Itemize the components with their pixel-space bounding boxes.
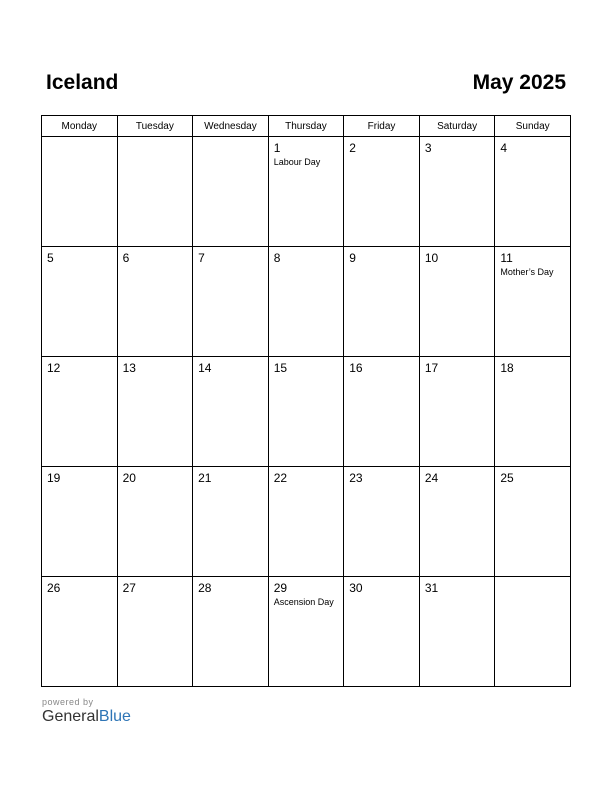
- day-cell: [419, 137, 495, 247]
- day-cell: [42, 137, 118, 247]
- day-cell: [117, 467, 193, 577]
- day-cell: [268, 137, 344, 247]
- day-number: 9: [349, 251, 356, 265]
- week-row: [42, 247, 571, 357]
- day-number: 20: [122, 471, 136, 485]
- day-number: 11: [500, 251, 513, 265]
- day-cell: [268, 357, 344, 467]
- day-number: 12: [47, 361, 61, 375]
- weekday-header: Tuesday: [117, 116, 193, 137]
- weekday-header: Thursday: [268, 116, 344, 137]
- day-cell: [495, 247, 571, 357]
- calendar-grid: [41, 115, 571, 687]
- day-cell: [419, 577, 495, 687]
- day-cell: [268, 247, 344, 357]
- day-number: 31: [424, 581, 439, 595]
- day-cell: [193, 137, 269, 247]
- day-cell: [344, 357, 420, 467]
- week-row: [42, 357, 571, 467]
- day-number: 7: [198, 251, 205, 265]
- day-number: 3: [424, 141, 432, 155]
- brand-logo: [42, 708, 131, 726]
- day-cell: [42, 467, 118, 577]
- day-number: 27: [122, 581, 136, 595]
- day-cell: [117, 577, 193, 687]
- holiday-label: Ascension Day: [273, 597, 334, 607]
- day-number: 29: [273, 581, 288, 595]
- holiday-label: Mother’s Day: [500, 267, 554, 277]
- holiday-label: Labour Day: [273, 157, 321, 167]
- weekday-header-row: [42, 116, 571, 137]
- day-number: 28: [198, 581, 212, 595]
- weekday-header: Sunday: [495, 116, 571, 137]
- weekday-header: Monday: [42, 116, 118, 137]
- day-cell: [495, 137, 571, 247]
- day-number: 15: [273, 361, 288, 375]
- day-cell: [495, 357, 571, 467]
- day-cell: [495, 467, 571, 577]
- weekday-header: Friday: [344, 116, 420, 137]
- week-row: [42, 137, 571, 247]
- weekday-header: Saturday: [419, 116, 495, 137]
- day-cell: [117, 137, 193, 247]
- day-number: 5: [47, 251, 54, 265]
- day-number: 8: [273, 251, 281, 265]
- day-cell: [344, 247, 420, 357]
- day-number: 24: [424, 471, 439, 485]
- day-cell: [268, 467, 344, 577]
- day-number: 14: [198, 361, 212, 375]
- day-number: 4: [500, 141, 508, 155]
- day-cell: [193, 247, 269, 357]
- brand-text-blue: Blue: [98, 708, 131, 725]
- day-number: 26: [47, 581, 61, 595]
- day-cell: [419, 467, 495, 577]
- day-cell: [495, 577, 571, 687]
- day-cell: [193, 467, 269, 577]
- day-number: 25: [500, 471, 514, 485]
- day-cell: [344, 467, 420, 577]
- footer-branding: [42, 697, 131, 726]
- day-number: 19: [47, 471, 61, 485]
- day-number: 16: [349, 361, 363, 375]
- day-number: 22: [273, 471, 288, 485]
- weekday-header: Wednesday: [193, 116, 269, 137]
- day-cell: [193, 577, 269, 687]
- day-number: 23: [349, 471, 363, 485]
- day-cell: [419, 357, 495, 467]
- brand-text-general: General: [42, 708, 99, 725]
- day-number: 1: [273, 141, 281, 155]
- day-cell: [344, 577, 420, 687]
- day-cell: [117, 247, 193, 357]
- day-cell: [419, 247, 495, 357]
- day-cell: [268, 577, 344, 687]
- day-number: 2: [349, 141, 356, 155]
- day-number: 17: [424, 361, 439, 375]
- day-cell: [117, 357, 193, 467]
- day-number: 13: [122, 361, 136, 375]
- day-number: 10: [424, 251, 439, 265]
- day-number: 21: [198, 471, 212, 485]
- day-cell: [42, 577, 118, 687]
- week-row: [42, 577, 571, 687]
- day-cell: [344, 137, 420, 247]
- day-cell: [42, 357, 118, 467]
- powered-by-text: powered by: [42, 697, 94, 707]
- day-number: 6: [122, 251, 130, 265]
- month-year-title: May 2025: [472, 71, 566, 94]
- country-title: Iceland: [46, 71, 119, 94]
- day-cell: [42, 247, 118, 357]
- day-number: 18: [500, 361, 514, 375]
- day-cell: [193, 357, 269, 467]
- week-row: [42, 467, 571, 577]
- day-number: 30: [349, 581, 363, 595]
